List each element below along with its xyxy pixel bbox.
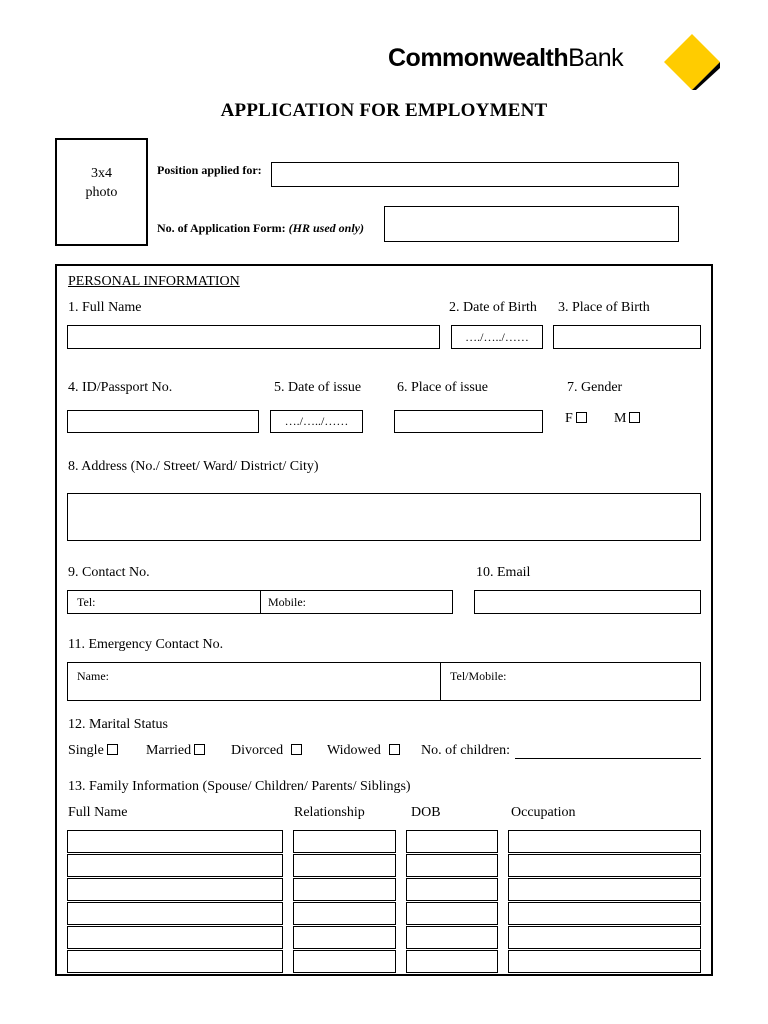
place-issue-label: 6. Place of issue (397, 380, 488, 395)
marital-widowed-label: Widowed (327, 743, 381, 758)
contact-mobile-input[interactable] (260, 590, 453, 614)
children-label: No. of children: (421, 743, 511, 758)
family-col-fullname: Full Name (68, 805, 128, 820)
contact-tel-input[interactable] (67, 590, 261, 614)
full-name-label: 1. Full Name (68, 300, 142, 315)
gender-f-label: F (565, 411, 573, 426)
family-cell-r4-c1[interactable] (67, 902, 283, 925)
page-title: APPLICATION FOR EMPLOYMENT (220, 100, 548, 121)
pob-label: 3. Place of Birth (558, 300, 650, 315)
gender-label: 7. Gender (567, 380, 623, 395)
family-cell-r2-c3[interactable] (406, 854, 498, 877)
family-col-dob: DOB (411, 805, 441, 820)
position-label: Position applied for: (157, 163, 262, 177)
gender-option-m[interactable] (614, 411, 640, 427)
marital-married[interactable] (146, 743, 205, 759)
date-issue-input[interactable]: …./…../…… (270, 410, 363, 433)
family-cell-r3-c4[interactable] (508, 878, 701, 901)
family-col-occupation: Occupation (511, 805, 576, 820)
family-cell-r4-c4[interactable] (508, 902, 701, 925)
emergency-name-label: Name: (77, 669, 109, 683)
place-issue-input[interactable] (394, 410, 543, 433)
bank-logo-text (388, 44, 623, 73)
contact-tel-label: Tel: (77, 595, 96, 609)
gender-m-label: M (614, 411, 627, 426)
date-issue-label: 5. Date of issue (274, 380, 362, 395)
address-input[interactable] (67, 493, 701, 541)
family-cell-r3-c2[interactable] (293, 878, 396, 901)
email-label: 10. Email (476, 565, 531, 580)
photo-box (55, 138, 148, 246)
family-cell-r1-c1[interactable] (67, 830, 283, 853)
marital-divorced[interactable] (231, 743, 302, 759)
photo-label-line2: photo (85, 185, 118, 200)
family-cell-r1-c4[interactable] (508, 830, 701, 853)
marital-label: 12. Marital Status (68, 717, 168, 732)
gender-m-checkbox[interactable] (629, 412, 640, 423)
marital-single-checkbox[interactable] (107, 744, 118, 755)
full-name-input[interactable] (67, 325, 440, 349)
marital-divorced-checkbox[interactable] (291, 744, 302, 755)
bank-diamond-logo-icon (662, 32, 722, 92)
marital-single-label: Single (68, 743, 104, 758)
app-no-input[interactable] (384, 206, 679, 242)
emergency-label: 11. Emergency Contact No. (68, 637, 224, 652)
email-input[interactable] (474, 590, 701, 614)
emergency-tel-label: Tel/Mobile: (450, 669, 507, 683)
dob-label: 2. Date of Birth (449, 300, 537, 315)
family-cell-r2-c4[interactable] (508, 854, 701, 877)
family-cell-r6-c1[interactable] (67, 950, 283, 973)
id-label: 4. ID/Passport No. (68, 380, 173, 395)
marital-married-checkbox[interactable] (194, 744, 205, 755)
family-cell-r3-c1[interactable] (67, 878, 283, 901)
logo-name-regular: Bank (568, 44, 624, 72)
family-cell-r6-c2[interactable] (293, 950, 396, 973)
app-no-label: No. of Application Form: (157, 221, 286, 235)
family-cell-r1-c3[interactable] (406, 830, 498, 853)
family-cell-r5-c4[interactable] (508, 926, 701, 949)
app-no-note: (HR used only) (288, 221, 365, 235)
family-label: 13. Family Information (Spouse/ Children/ Parents/ Siblings) (68, 779, 411, 794)
family-cell-r2-c2[interactable] (293, 854, 396, 877)
pob-input[interactable] (553, 325, 701, 349)
contact-mobile-label: Mobile: (268, 595, 306, 609)
family-cell-r6-c3[interactable] (406, 950, 498, 973)
contact-label: 9. Contact No. (68, 565, 150, 580)
family-cell-r5-c3[interactable] (406, 926, 498, 949)
marital-widowed-checkbox[interactable] (389, 744, 400, 755)
dob-input[interactable]: …./…../…… (451, 325, 543, 349)
family-cell-r2-c1[interactable] (67, 854, 283, 877)
family-cell-r3-c3[interactable] (406, 878, 498, 901)
marital-married-label: Married (146, 743, 192, 758)
gender-option-f[interactable] (565, 411, 587, 427)
family-cell-r5-c1[interactable] (67, 926, 283, 949)
photo-label-line1: 3x4 (91, 166, 112, 181)
id-input[interactable] (67, 410, 259, 433)
family-cell-r5-c2[interactable] (293, 926, 396, 949)
family-cell-r4-c3[interactable] (406, 902, 498, 925)
marital-single[interactable] (68, 743, 118, 759)
position-input[interactable] (271, 162, 679, 187)
app-no-label-group (157, 221, 364, 236)
family-cell-r6-c4[interactable] (508, 950, 701, 973)
logo-name-bold: Commonwealth (388, 44, 569, 72)
children-input-line[interactable] (515, 758, 701, 759)
address-label: 8. Address (No./ Street/ Ward/ District/ City) (68, 459, 319, 474)
marital-widowed[interactable] (327, 743, 400, 759)
emergency-name-input[interactable] (67, 662, 441, 701)
family-col-relationship: Relationship (294, 805, 365, 820)
gender-f-checkbox[interactable] (576, 412, 587, 423)
emergency-tel-input[interactable] (440, 662, 701, 701)
section-heading: PERSONAL INFORMATION (68, 274, 240, 289)
marital-divorced-label: Divorced (231, 743, 284, 758)
family-cell-r1-c2[interactable] (293, 830, 396, 853)
family-cell-r4-c2[interactable] (293, 902, 396, 925)
